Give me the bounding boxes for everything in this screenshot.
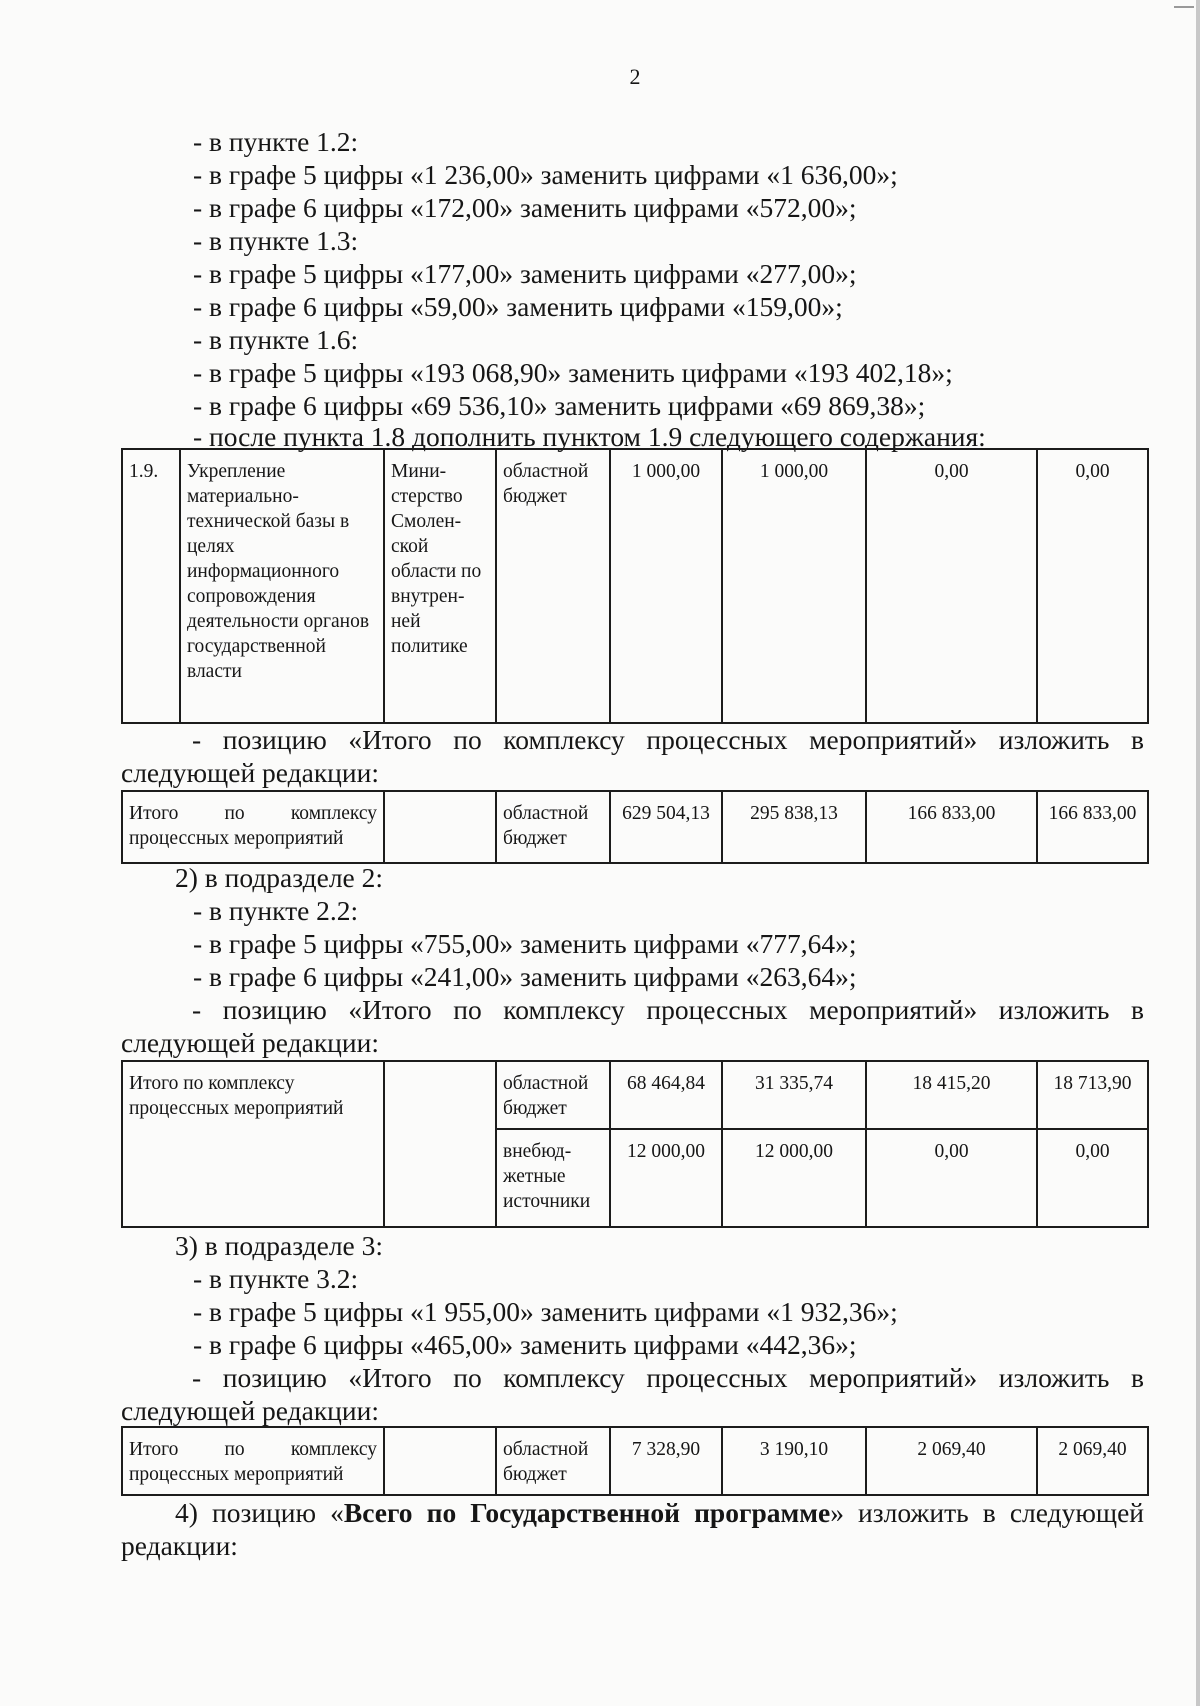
next-edition-1: следующей редакции: <box>121 757 379 788</box>
table-row <box>122 449 1148 723</box>
funding-source: внебюд-жетные источники <box>496 1129 610 1227</box>
empty-executor-cell <box>384 791 496 863</box>
table-row <box>122 791 1148 863</box>
empty-executor-cell <box>384 1061 496 1227</box>
item-name: Укрепление материально-технической базы в целях информационного сопровождения деятельности органов государственной власти <box>180 449 384 723</box>
p3-heading: 3) в подразделе 3: <box>175 1230 384 1261</box>
value-year-1: 31 335,74 <box>722 1061 866 1129</box>
p1-line-4: - в пункте 1.3: <box>193 225 359 256</box>
total-label: Итого по комплексу процессных мероприятий <box>122 791 384 863</box>
value-year-2: 2 069,40 <box>866 1427 1037 1495</box>
value-year-3: 166 833,00 <box>1037 791 1148 863</box>
table-total-section-1 <box>121 790 1149 864</box>
value-year-3: 18 713,90 <box>1037 1061 1148 1129</box>
p4-post: » изложить в следующей <box>830 1497 1144 1528</box>
page-number: 2 <box>629 64 641 89</box>
p2-line-3: - в графе 6 цифры «241,00» заменить цифрами «263,64»; <box>193 961 857 992</box>
itogo-instruction-3: - позицию «Итого по комплексу процессных мероприятий» изложить в <box>192 1362 1144 1393</box>
scan-edge-mark <box>1174 6 1194 8</box>
p4-line-1 <box>175 1497 1144 1529</box>
value-year-2: 166 833,00 <box>866 791 1037 863</box>
p1-line-3: - в графе 6 цифры «172,00» заменить цифрами «572,00»; <box>193 192 857 223</box>
total-label: Итого по комплексу процессных мероприятий <box>122 1061 384 1227</box>
total-label: Итого по комплексу процессных мероприятий <box>122 1427 384 1495</box>
p2-heading: 2) в подразделе 2: <box>175 862 384 893</box>
p3-line-2: - в графе 5 цифры «1 955,00» заменить цифрами «1 932,36»; <box>193 1296 898 1327</box>
value-total: 7 328,90 <box>610 1427 722 1495</box>
p1-line-9: - в графе 6 цифры «69 536,10» заменить цифрами «69 869,38»; <box>193 390 926 421</box>
value-total: 12 000,00 <box>610 1129 722 1227</box>
value-year-1: 1 000,00 <box>722 449 866 723</box>
value-year-1: 3 190,10 <box>722 1427 866 1495</box>
value-total: 68 464,84 <box>610 1061 722 1129</box>
funding-source: областной бюджет <box>496 1061 610 1129</box>
table-total-section-3 <box>121 1426 1149 1496</box>
value-total: 1 000,00 <box>610 449 722 723</box>
value-year-3: 2 069,40 <box>1037 1427 1148 1495</box>
value-year-3: 0,00 <box>1037 1129 1148 1227</box>
p1-line-10: - после пункта 1.8 дополнить пунктом 1.9 следующего содержания: <box>193 421 986 452</box>
p1-line-2: - в графе 5 цифры «1 236,00» заменить цифрами «1 636,00»; <box>193 159 898 190</box>
table-total-section-2 <box>121 1060 1149 1228</box>
p1-line-7: - в пункте 1.6: <box>193 324 359 355</box>
value-year-2: 0,00 <box>866 449 1037 723</box>
funding-source: областной бюджет <box>496 1427 610 1495</box>
itogo-instruction-2: - позицию «Итого по комплексу процессных мероприятий» изложить в <box>192 994 1144 1025</box>
p1-line-6: - в графе 6 цифры «59,00» заменить цифрами «159,00»; <box>193 291 843 322</box>
value-year-3: 0,00 <box>1037 449 1148 723</box>
table-item-1-9 <box>121 448 1149 724</box>
value-total: 629 504,13 <box>610 791 722 863</box>
itogo-instruction-1: - позицию «Итого по комплексу процессных мероприятий» изложить в <box>192 724 1144 755</box>
scan-edge <box>1196 0 1200 1706</box>
p2-line-2: - в графе 5 цифры «755,00» заменить цифрами «777,64»; <box>193 928 857 959</box>
p4-bold-title: Всего по Государственной программе <box>343 1497 831 1528</box>
p3-line-3: - в графе 6 цифры «465,00» заменить цифрами «442,36»; <box>193 1329 857 1360</box>
p1-line-8: - в графе 5 цифры «193 068,90» заменить цифрами «193 402,18»; <box>193 357 953 388</box>
value-year-1: 295 838,13 <box>722 791 866 863</box>
item-executor: Мини-стерство Смолен-ской области по внутрен-ней политике <box>384 449 496 723</box>
funding-source: областной бюджет <box>496 449 610 723</box>
p3-line-1: - в пункте 3.2: <box>193 1263 359 1294</box>
p2-line-1: - в пункте 2.2: <box>193 895 359 926</box>
value-year-2: 0,00 <box>866 1129 1037 1227</box>
next-edition-3: следующей редакции: <box>121 1395 379 1426</box>
item-number: 1.9. <box>122 449 180 723</box>
next-edition-2: следующей редакции: <box>121 1027 379 1058</box>
value-year-1: 12 000,00 <box>722 1129 866 1227</box>
p1-line-5: - в графе 5 цифры «177,00» заменить цифрами «277,00»; <box>193 258 857 289</box>
value-year-2: 18 415,20 <box>866 1061 1037 1129</box>
p4-pre: 4) позицию « <box>175 1497 344 1528</box>
p1-line-1: - в пункте 1.2: <box>193 126 359 157</box>
empty-executor-cell <box>384 1427 496 1495</box>
p4-line-2: редакции: <box>121 1530 238 1561</box>
table-row <box>122 1427 1148 1495</box>
funding-source: областной бюджет <box>496 791 610 863</box>
table-row <box>122 1061 1148 1129</box>
